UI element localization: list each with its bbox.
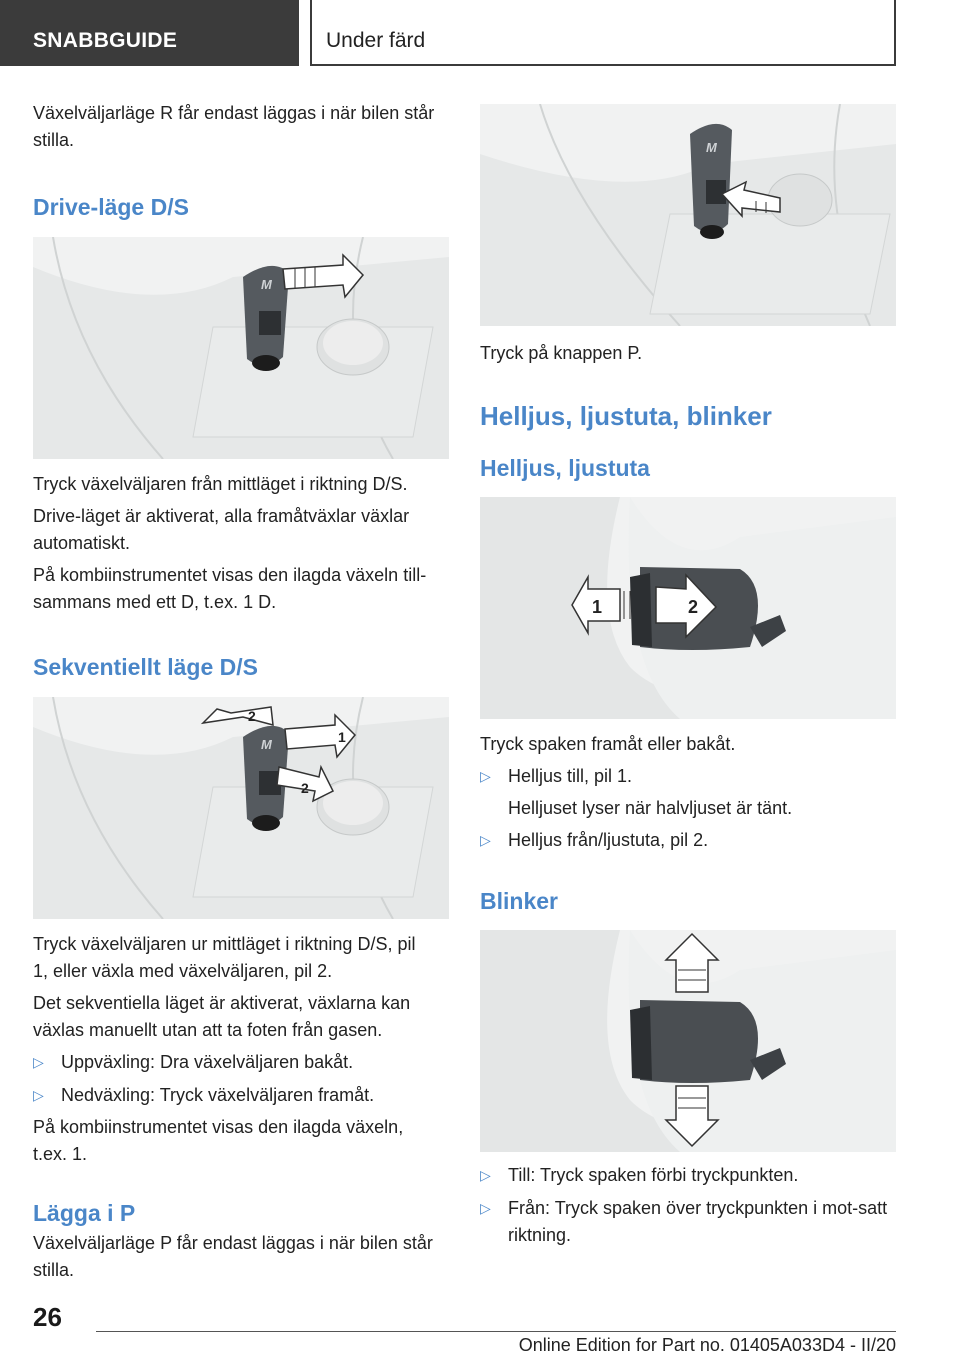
arrow-2-label: 2 [688,597,699,617]
light-stalk-illustration [480,497,896,719]
section-tab [0,0,299,66]
list-item: ▷ Till: Tryck spaken förbi tryckpunkten. [480,1162,896,1189]
gear-logo-text: M [706,140,717,155]
drive-heading: Drive-läge D/S [33,194,189,220]
sequential-paragraph-3: På kombiinstrumentet visas den ilagda växeln, t.ex. 1. [33,1117,404,1164]
park-caption: Tryck på knappen P. [480,343,643,363]
high-beam-figure [480,497,896,719]
triangle-bullet-icon: ▷ [33,1087,44,1103]
triangle-bullet-icon: ▷ [480,1200,491,1216]
list-item: ▷ Uppväxling: Dra växelväljaren bakåt. [33,1049,449,1076]
lights-heading: Helljus, ljustuta, blinker [480,401,772,431]
high-beam-subnote: Helljuset lyser när halvljuset är tänt. [508,798,793,818]
sequential-figure [33,697,449,919]
footer-divider [96,1331,896,1332]
sequential-paragraph-1: Tryck växelväljaren ur mittläget i riktning D/S, pil 1, eller växla med växelväljaren, pil 2. [33,934,416,981]
arrow-2a-label: 2 [248,708,256,724]
turn-signal-illustration [480,930,896,1152]
park-heading: Lägga i P [33,1200,136,1226]
arrow-1-label: 1 [338,729,346,745]
chapter-tab [310,0,896,66]
park-paragraph: Växelväljarläge P får endast läggas i när bilen står stilla. [33,1233,433,1280]
blinker-figure [480,930,896,1152]
arrow-1-label: 1 [592,597,603,617]
list-item: ▷ Nedväxling: Tryck växelväljaren framåt. [33,1082,449,1109]
drive-paragraph-3: På kombiinstrumentet visas den ilagda växeln till-sammans med ett D, t.ex. 1 D. [33,565,427,612]
park-button-illustration [480,104,896,326]
arrow-2b-label: 2 [301,780,309,796]
high-beam-heading: Helljus, ljustuta [480,455,650,481]
list-item: ▷ Från: Tryck spaken över tryckpunkten i mot-satt riktning. [480,1195,896,1249]
triangle-bullet-icon: ▷ [33,1054,44,1070]
drive-paragraph-2: Drive-läget är aktiverat, alla framåtväxlar växlar automatiskt. [33,506,410,553]
sequential-paragraph-2: Det sekventiella läget är aktiverat, växlarna kan växlas manuellt utan att ta foten från gasen. [33,993,411,1040]
triangle-bullet-icon: ▷ [480,1167,491,1183]
high-beam-bullet-list [480,763,896,790]
gear-selector-sequential-illustration [33,697,449,919]
sequential-heading: Sekventiellt läge D/S [33,654,258,680]
section-label: SNABBGUIDE [33,29,178,52]
chapter-label: Under färd [326,29,426,52]
list-item: ▷ Helljus till, pil 1. [480,763,896,790]
triangle-bullet-icon: ▷ [480,832,491,848]
list-item: ▷ Helljus från/ljustuta, pil 2. [480,827,896,854]
park-figure [480,104,896,326]
high-beam-bullet-list-2 [480,827,896,854]
gear-logo-text: M [261,737,272,752]
intro-paragraph: Växelväljarläge R får endast läggas i när bilen står stilla. [33,103,435,150]
triangle-bullet-icon: ▷ [480,768,491,784]
sequential-bullet-list [33,1049,449,1109]
high-beam-paragraph: Tryck spaken framåt eller bakåt. [480,734,736,754]
gear-selector-drive-illustration [33,237,449,459]
drive-paragraph-1: Tryck växelväljaren från mittläget i riktning D/S. [33,474,408,494]
blinker-bullet-list [480,1162,896,1249]
blinker-heading: Blinker [480,888,558,914]
drive-figure [33,237,449,459]
edition-note: Online Edition for Part no. 01405A033D4 - II/20 [518,1335,896,1355]
right-column [480,104,896,1249]
page-number: 26 [33,1302,62,1332]
gear-logo-text: M [261,277,272,292]
left-column [33,100,449,1284]
